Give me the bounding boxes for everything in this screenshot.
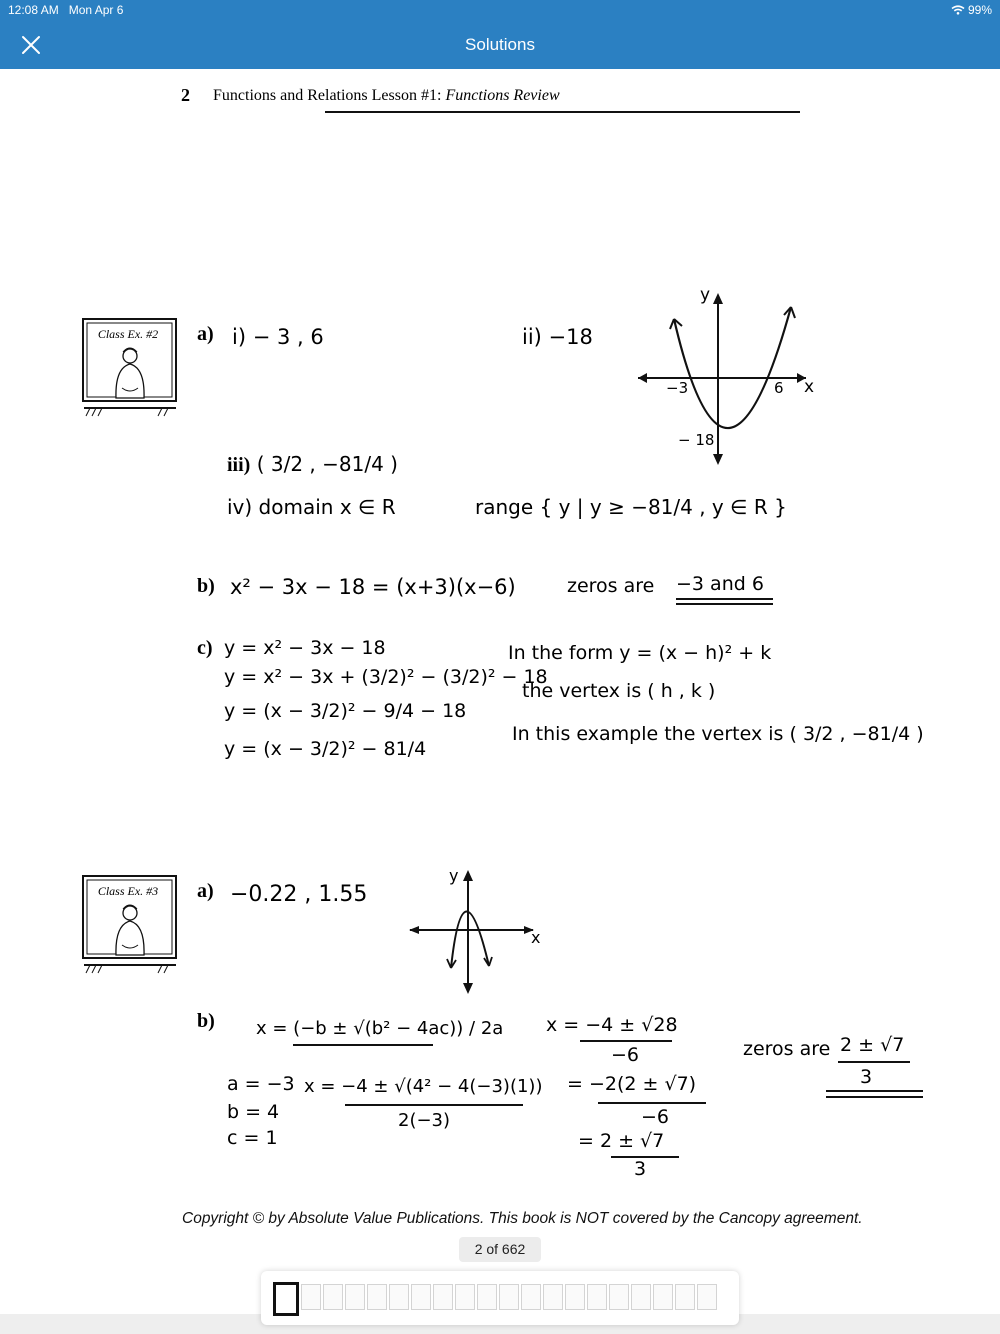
thumbnail-selected[interactable] [273,1282,299,1316]
ex2-graph-zero-right: 6 [774,379,784,397]
ex2-c-line-3: y = (x − 3/2)² − 9/4 − 18 [224,700,467,722]
page-thumbnail[interactable] [565,1284,585,1310]
copyright-notice: Copyright © by Absolute Value Publications. This book is NOT covered by the Cancopy agreement. [182,1210,863,1227]
page-thumbnail[interactable] [411,1284,431,1310]
class-ex-2-badge [82,318,178,404]
substitution-denominator: 2(−3) [398,1110,451,1131]
status-right [951,3,992,17]
class-ex-2-label: Class Ex. #2 [97,327,159,341]
ex3-zeros-label: zeros are [743,1038,831,1060]
ex2-graph-y-intercept: − 18 [678,431,715,449]
ex2-a-iv: iv) domain x ∈ R [227,495,396,519]
step3-numerator: = 2 ± √7 [578,1130,665,1152]
page-thumbnail[interactable] [499,1284,519,1310]
ex2-parabola-graph [628,283,828,473]
ex3-zeros-denominator: 3 [860,1066,873,1088]
coeff-b: b = 4 [227,1101,280,1123]
ex2-a-i: i) − 3 , 6 [232,325,324,349]
page-thumbnail[interactable] [521,1284,541,1310]
step1-denominator: −6 [611,1044,640,1066]
page-thumbnail[interactable] [631,1284,651,1310]
ex2-c-line-1: y = x² − 3x − 18 [224,637,386,659]
substitution-numerator: x = −4 ± √(4² − 4(−3)(1)) [304,1076,543,1097]
ex2-b-zeros-text: zeros are [567,575,655,597]
ex3-zeros-underline-2 [826,1096,923,1098]
wifi-icon [951,5,965,15]
step2-denominator: −6 [641,1106,670,1128]
ex2-graph-y-label: y [700,285,711,305]
substitution-fraction-bar [345,1104,523,1106]
status-time: 12:08 AM Mon Apr 6 [8,3,124,17]
ex2-b-zeros-value: −3 and 6 [676,573,764,595]
page-thumbnail[interactable] [301,1284,321,1310]
ex2-b-label: b) [197,575,215,597]
page-thumbnail[interactable] [389,1284,409,1310]
page-thumbnail[interactable] [455,1284,475,1310]
vertex-note-2: the vertex is ( h , k ) [522,680,716,702]
battery-percent: 99% [967,3,992,17]
page-thumbnail[interactable] [367,1284,387,1310]
page-thumbnail[interactable] [543,1284,563,1310]
coeff-c: c = 1 [227,1127,278,1149]
ex3-a-label: a) [197,880,214,902]
nav-title: Solutions [465,35,535,54]
vertex-note-3: In this example the vertex is ( 3/2 , −81/4 ) [512,723,924,745]
ex3-zeros-fraction-bar [838,1061,910,1063]
page-thumbnail[interactable] [653,1284,673,1310]
page-indicator: 2 of 662 [459,1237,541,1262]
ex2-b-equation: x² − 3x − 18 = (x+3)(x−6) [230,575,516,599]
step2-numerator: = −2(2 ± √7) [567,1073,697,1095]
ex3-b-label: b) [197,1010,215,1032]
ex2-c-line-2: y = x² − 3x + (3/2)² − (3/2)² − 18 [224,666,548,688]
ex3-a-value: −0.22 , 1.55 [230,882,368,907]
page-thumbnail[interactable] [675,1284,695,1310]
step2-fraction-bar [598,1102,706,1104]
ex3-graph-y-label: y [449,866,459,885]
step1-fraction-bar [580,1040,672,1042]
page-thumbnail[interactable] [345,1284,365,1310]
ex3-zeros-numerator: 2 ± √7 [840,1034,905,1056]
section-subtitle: Functions Review [445,87,560,104]
status-bar [0,0,1000,20]
coeff-a: a = −3 [227,1073,295,1095]
page-number: 2 [181,85,190,105]
step1-numerator: x = −4 ± √28 [546,1014,678,1036]
ex2-a-iii: iii) ( 3/2 , −81/4 ) [227,452,398,476]
ex3-zeros-underline-1 [826,1090,923,1092]
section-title: Functions and Relations Lesson #1: Functions Review [213,87,560,104]
quadratic-formula: x = (−b ± √(b² − 4ac)) / 2a [256,1018,504,1039]
page-thumbnail[interactable] [323,1284,343,1310]
ex2-b-underline-2 [676,603,773,605]
ex2-graph-x-label: x [804,377,815,397]
page-thumbnail[interactable] [477,1284,497,1310]
page-thumbnail[interactable] [433,1284,453,1310]
step3-denominator: 3 [634,1158,647,1180]
header-rule [325,111,800,113]
page-thumbnail[interactable] [587,1284,607,1310]
formula-fraction-bar [293,1044,433,1046]
ex2-c-label: c) [197,637,213,659]
ex2-graph-zero-left: −3 [666,379,689,397]
ex2-b-underline-1 [676,598,773,600]
ex2-a-ii: ii) −18 [522,325,593,349]
class-ex-3-badge [82,875,178,961]
vertex-note-1: In the form y = (x − h)² + k [508,642,772,664]
ex2-c-line-4: y = (x − 3/2)² − 81/4 [224,738,427,760]
ex2-range: range { y | y ≥ −81/4 , y ∈ R } [475,495,787,519]
class-ex-3-label: Class Ex. #3 [97,884,159,898]
page-thumbnail-strip[interactable] [261,1271,739,1325]
page-thumbnail[interactable] [697,1284,717,1310]
page-thumbnail[interactable] [609,1284,629,1310]
ex2-a-label: a) [197,323,214,345]
ex3-graph-x-label: x [531,928,541,947]
nav-bar [0,20,1000,69]
ex3-parabola-graph [405,866,555,996]
